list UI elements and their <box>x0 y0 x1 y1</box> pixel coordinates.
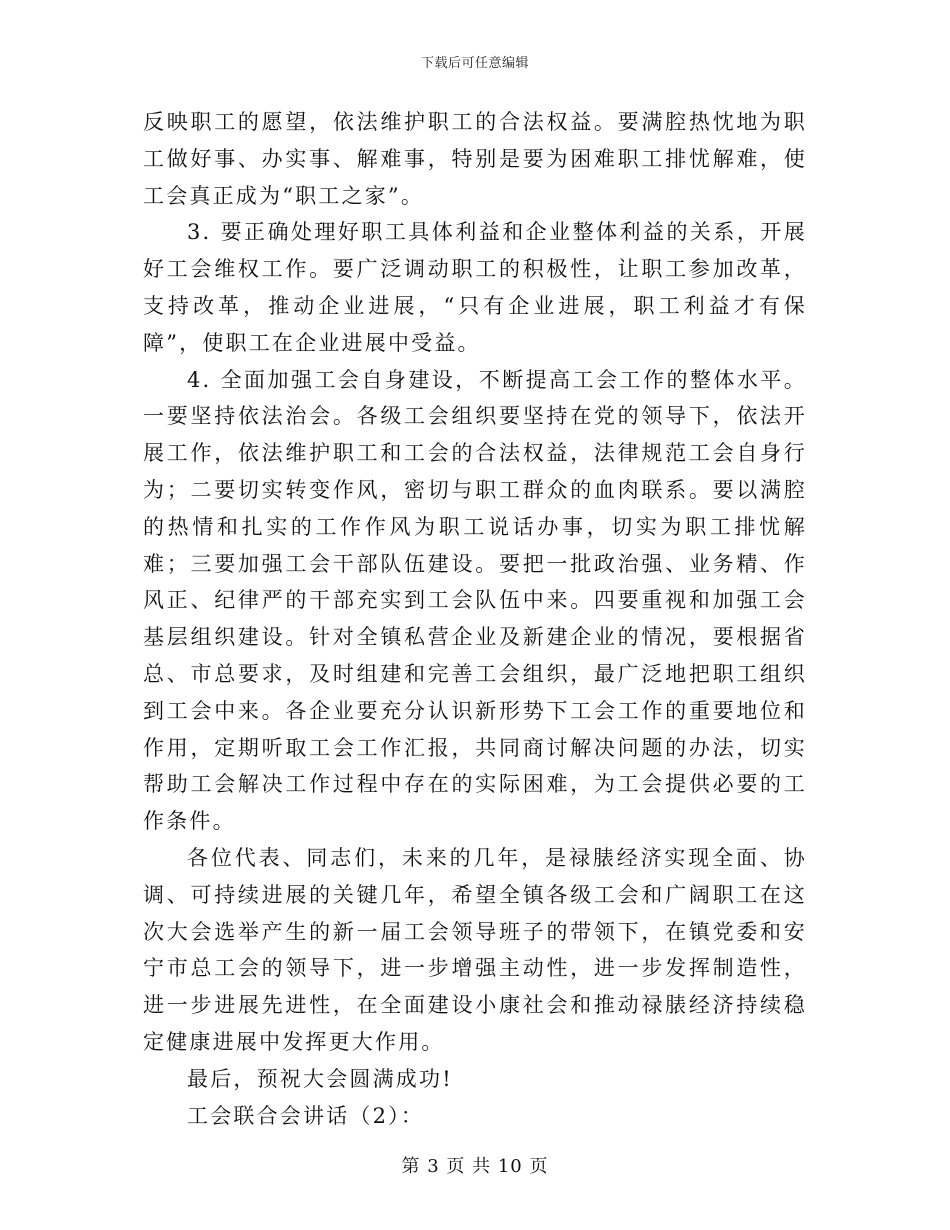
paragraph-next-section-title: 工会联合会讲话（2）： <box>187 1103 425 1128</box>
page-number-footer: 第 3 页 共 10 页 <box>401 1156 549 1177</box>
paragraph-closing-remarks: 各位代表、同志们，未来的几年，是禄脿经济实现全面、协调、可持续进展的关键几年，希望全镇各级工会和广阔职工在这次大会选举产生的新一届工会领导班子的带领下，在镇党委和安宁市总工会的领导下，进一步增强主动性，进一步发挥制造性，进一步进展先进性，在全面建设小康社会和推动禄脿经济持续稳定健康进展中发挥更大作用。 <box>143 845 807 1054</box>
page-header: 下载后可任意编辑 <box>420 56 529 71</box>
paragraph-point-4: 4. 全面加强工会自身建设，不断提高工会工作的整体水平。一要坚持依法治会。各级工会组织要坚持在党的领导下，依法开展工作，依法维护职工和工会的合法权益，法律规范工会自身行为；二要切实转变作风，密切与职工群众的血肉联系。要以满腔的热情和扎实的工作作风为职工说话办事，切实为职工排忧解难；三要加强工会干部队伍建设。要把一批政治强、业务精、作风正、纪律严的干部充实到工会队伍中来。四要重视和加强工会基层组织建设。针对全镇私营企业及新建企业的情况，要根据省总、市总要求，及时组建和完善工会组织，最广泛地把职工组织到工会中来。各企业要充分认识新形势下工会工作的重要地位和作用，定期听取工会工作汇报，共同商讨解决问题的办法，切实帮助工会解决工作过程中存在的实际困难，为工会提供必要的工作条件。 <box>143 367 807 834</box>
paragraph-final-wish: 最后，预祝大会圆满成功! <box>187 1066 453 1091</box>
body-text <box>143 104 807 1134</box>
paragraph-continuation: 反映职工的愿望，依法维护职工的合法权益。要满腔热忱地为职工做好事、办实事、解难事，特别是要为困难职工排忧解难，使工会真正成为“职工之家”。 <box>143 110 807 208</box>
paragraph-point-3: 3. 要正确处理好职工具体利益和企业整体利益的关系，开展好工会维权工作。要广泛调动职工的积极性，让职工参加改革，支持改革，推动企业进展，“只有企业进展，职工利益才有保障”，使职工在企业进展中受益。 <box>143 220 807 355</box>
